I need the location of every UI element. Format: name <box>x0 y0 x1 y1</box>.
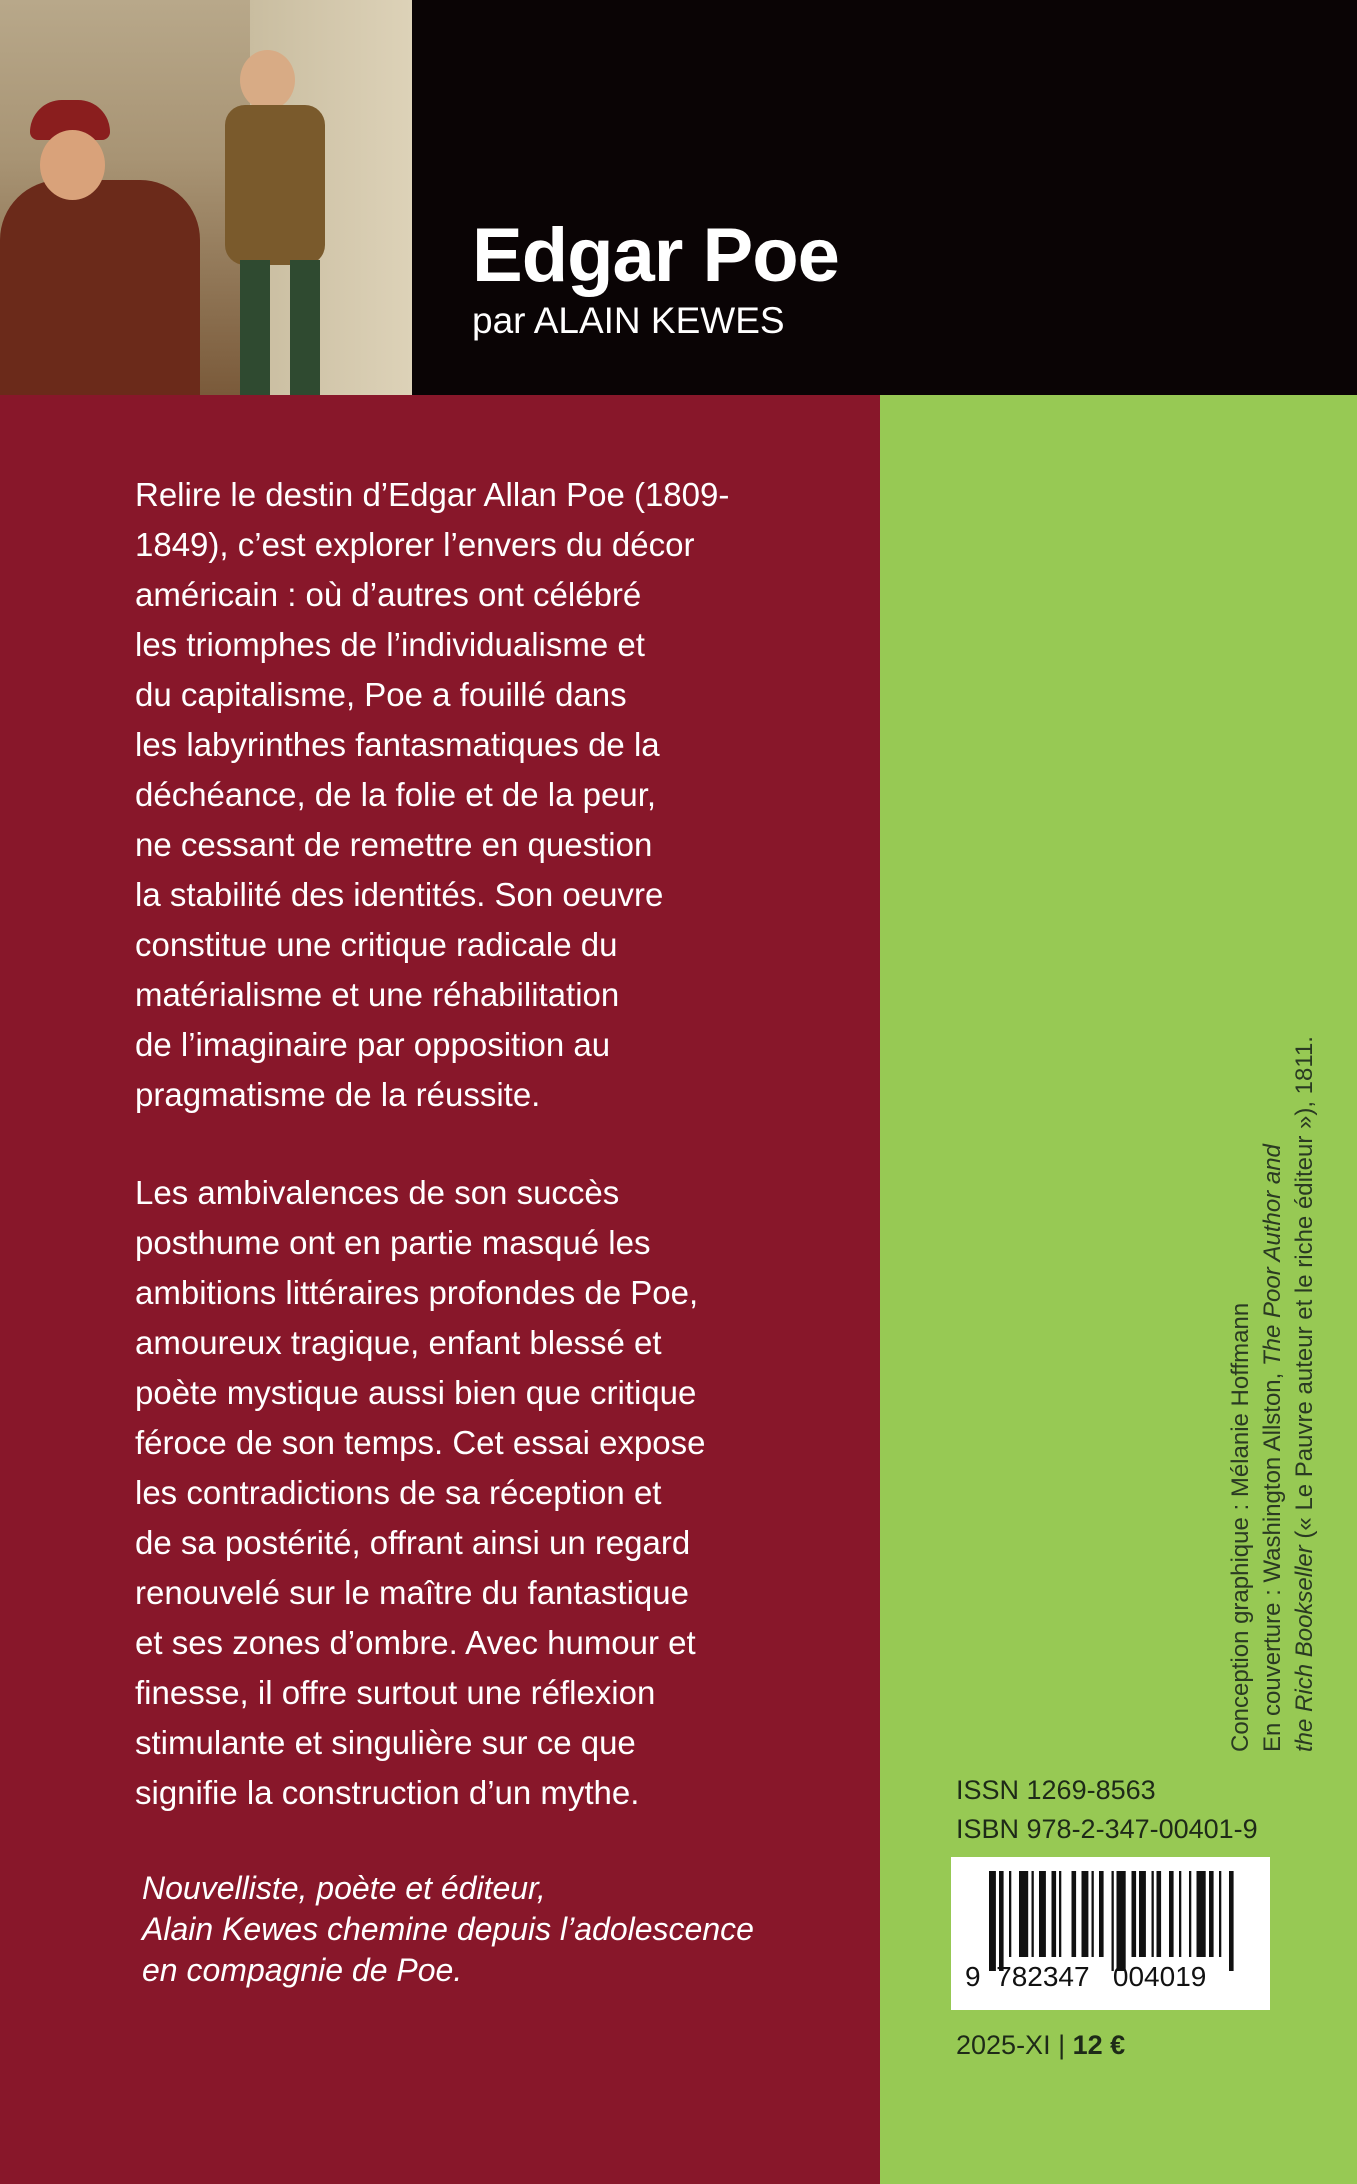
text-line: renouvelé sur le maître du fantastique <box>135 1574 689 1611</box>
credits <box>1225 1036 1321 1752</box>
text-line: 1849), c’est explorer l’envers du décor <box>135 526 695 563</box>
price: 12 € <box>1072 2030 1126 2060</box>
text-line: la stabilité des identités. Son oeuvre <box>135 876 664 913</box>
edition-price: 2025-XI | 12 € <box>956 2030 1126 2060</box>
text-line: stimulante et singulière sur ce que <box>135 1724 636 1761</box>
isbn: ISBN 978-2-347-00401-9 <box>956 1814 1258 1844</box>
barcode-bar <box>1179 1871 1181 1957</box>
barcode-bar <box>989 1871 996 1971</box>
text-line: constitue une critique radicale du <box>135 926 618 963</box>
credit-cover-cont: the Rich Bookseller (« Le Pauvre auteur et le riche éditeur »), 1811. <box>1291 1036 1318 1752</box>
cover-painting <box>0 0 412 395</box>
barcode-bar <box>1099 1871 1104 1957</box>
text-line: poète mystique aussi bien que critique <box>135 1374 697 1411</box>
header-band <box>0 0 1357 395</box>
barcode-bar <box>1082 1871 1089 1957</box>
barcode-bar <box>1092 1871 1094 1957</box>
blurb-paragraph-1 <box>135 470 729 1120</box>
barcode-bar <box>1169 1871 1174 1957</box>
issn: ISSN 1269-8563 <box>956 1775 1156 1805</box>
barcode <box>951 1857 1270 2010</box>
text-line: américain : où d’autres ont célébré <box>135 576 642 613</box>
barcode-bar <box>1112 1871 1114 1971</box>
text-line: et ses zones d’ombre. Avec humour et <box>135 1624 696 1661</box>
barcode-bar <box>1229 1871 1234 1971</box>
barcode-bar <box>1059 1871 1061 1957</box>
barcode-bar <box>1152 1871 1154 1957</box>
text-line: finesse, il offre surtout une réflexion <box>135 1674 656 1711</box>
credit-design: Conception graphique : Mélanie Hoffmann <box>1227 1302 1254 1752</box>
book-author: par ALAIN KEWES <box>472 300 785 341</box>
text-line: Alain Kewes chemine depuis l’adolescence <box>142 1911 754 1947</box>
text-line: les labyrinthes fantasmatiques de la <box>135 726 660 763</box>
barcode-bar <box>1197 1871 1206 1957</box>
text-line: déchéance, de la folie et de la peur, <box>135 776 657 813</box>
text-line: de l’imaginaire par opposition au <box>135 1026 611 1063</box>
text-line: en compagnie de Poe. <box>142 1952 463 1988</box>
barcode-bar <box>1032 1871 1034 1957</box>
barcode-bar <box>1019 1871 1028 1957</box>
barcode-bars <box>989 1871 1239 1971</box>
text-line: les triomphes de l’individualisme et <box>135 626 645 663</box>
barcode-bar <box>1209 1871 1214 1957</box>
barcode-bar <box>1117 1871 1126 1971</box>
text-line: posthume ont en partie masqué les <box>135 1224 651 1261</box>
credit-cover: En couverture : Washington Allston, The Poor Author and <box>1259 1144 1286 1752</box>
text-line: du capitalisme, Poe a fouillé dans <box>135 676 627 713</box>
barcode-bar <box>1157 1871 1162 1957</box>
text-line: pragmatisme de la réussite. <box>135 1076 541 1113</box>
text-line: matérialisme et une réhabilitation <box>135 976 620 1013</box>
barcode-bar <box>1009 1871 1011 1957</box>
text-line: Relire le destin d’Edgar Allan Poe (1809- <box>135 476 730 513</box>
barcode-bar <box>1039 1871 1046 1957</box>
text-line: signifie la construction d’un mythe. <box>135 1774 640 1811</box>
text-line: amoureux tragique, enfant blessé et <box>135 1324 662 1361</box>
barcode-bar <box>1139 1871 1146 1957</box>
text-line: Nouvelliste, poète et éditeur, <box>142 1870 546 1906</box>
author-bio <box>142 1868 754 1991</box>
barcode-bar <box>1189 1871 1191 1957</box>
text-line: ne cessant de remettre en question <box>135 826 653 863</box>
blurb-paragraph-2 <box>135 1168 705 1818</box>
text-line: ambitions littéraires profondes de Poe, <box>135 1274 699 1311</box>
text-line: féroce de son temps. Cet essai expose <box>135 1424 706 1461</box>
text-line: de sa postérité, offrant ainsi un regard <box>135 1524 691 1561</box>
text-line: Les ambivalences de son succès <box>135 1174 620 1211</box>
barcode-digits: 9 782347 004019 <box>965 1961 1207 1992</box>
barcode-bar <box>1132 1871 1137 1957</box>
barcode-bar <box>1072 1871 1077 1957</box>
barcode-bar <box>1219 1871 1221 1957</box>
book-title: Edgar Poe <box>472 213 839 298</box>
text-line: les contradictions de sa réception et <box>135 1474 662 1511</box>
barcode-bar <box>999 1871 1004 1971</box>
barcode-bar <box>1052 1871 1057 1957</box>
